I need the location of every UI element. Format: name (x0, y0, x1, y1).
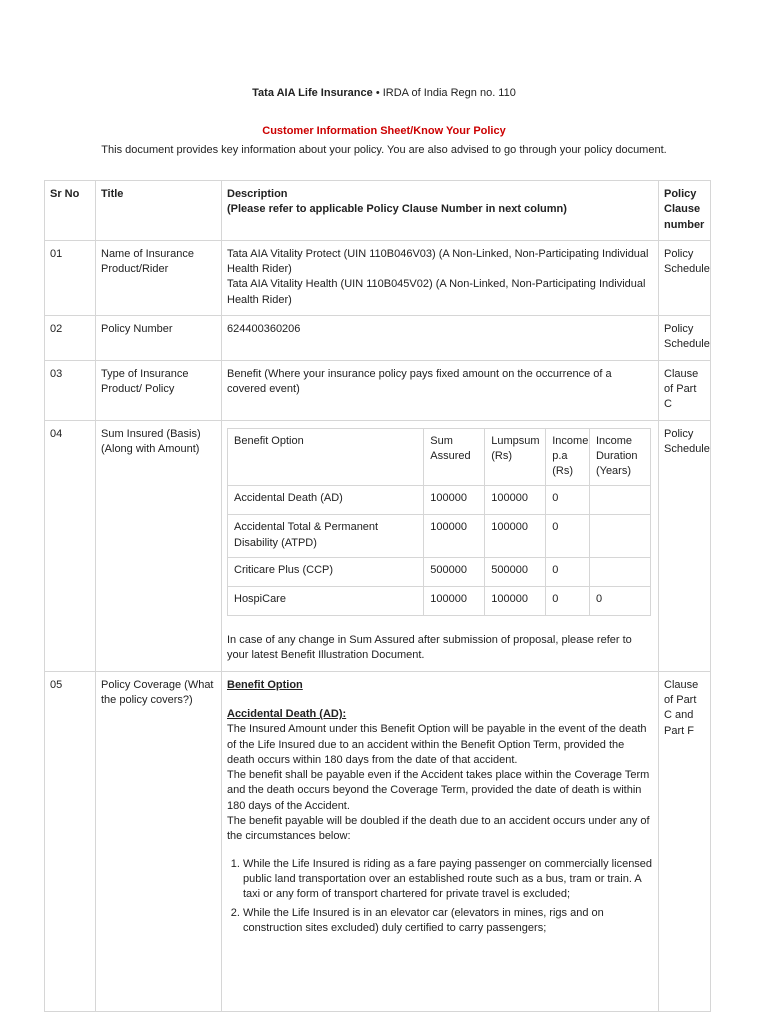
document-title: Customer Information Sheet/Know Your Policy (262, 125, 506, 137)
header-description-line1: Description (227, 188, 288, 200)
benefit-header-cell: Benefit Option (228, 428, 424, 486)
benefit-cell: 100000 (424, 515, 485, 558)
benefit-cell: 500000 (424, 558, 485, 587)
table-row (45, 316, 711, 361)
list-item: 1. While the Life Insured is riding as a fare paying passenger on commercially licensed public land transportation over an established route such as a bus, tram or train. A taxi or any form of transport chartered for private travel is excluded; (243, 857, 653, 903)
row-clause: Policy Schedule (659, 316, 711, 361)
benefit-header-cell: Lumpsum (Rs) (485, 428, 546, 486)
accidental-death-heading: Accidental Death (AD): (227, 707, 347, 720)
benefit-header-cell: Income Duration (Years) (589, 428, 650, 486)
benefit-header-cell: Income p.a (Rs) (546, 428, 590, 486)
row-sr: 02 (45, 316, 96, 361)
header-separator: • (372, 87, 383, 99)
benefit-cell: 100000 (485, 486, 546, 515)
benefit-row (228, 486, 651, 515)
header-sr-no: Sr No (45, 181, 96, 241)
row-description: Benefit (Where your insurance policy pays fixed amount on the occurrence of a covered event) (222, 360, 659, 420)
table-row (45, 360, 711, 420)
benefit-cell: 100000 (485, 587, 546, 616)
row-clause: Clause of Part C and Part F (659, 671, 711, 1011)
list-item: 2. While the Life Insured is in an elevator car (elevators in mines, rigs and on construction sites excluded) duly certified to carry passengers; (243, 906, 653, 937)
header-description (222, 181, 659, 241)
benefit-row (228, 515, 651, 558)
sum-assured-note: In case of any change in Sum Assured after submission of proposal, please refer to your latest Benefit Illustration Document. (227, 634, 632, 662)
coverage-paragraph: The Insured Amount under this Benefit Option will be payable in the event of the death of the Life Insured due to an accident within the Benefit Option Term, provided the death occurs within 180 days from the date of that accident. (227, 723, 647, 766)
row-sr: 05 (45, 671, 96, 1011)
header-clause: Policy Clause number (659, 181, 711, 241)
row-clause: Policy Schedule (659, 420, 711, 671)
benefit-cell: Criticare Plus (CCP) (228, 558, 424, 587)
benefit-cell (589, 486, 650, 515)
row-clause: Clause of Part C (659, 360, 711, 420)
table-header-row (45, 181, 711, 241)
irda-registration: IRDA of India Regn no. 110 (382, 87, 516, 99)
benefit-table (227, 428, 651, 616)
benefit-cell (589, 558, 650, 587)
row-title: Sum Insured (Basis) (Along with Amount) (96, 420, 222, 671)
row-description (222, 240, 659, 315)
benefit-cell: 100000 (424, 486, 485, 515)
benefit-cell: 100000 (424, 587, 485, 616)
document-intro: This document provides key information about your policy. You are also advised to go through your policy document. (101, 144, 667, 156)
table-row (45, 420, 711, 671)
table-row (45, 240, 711, 315)
benefit-cell: 0 (589, 587, 650, 616)
header-description-line2: (Please refer to applicable Policy Clause Number in next column) (227, 203, 567, 216)
row-sr: 04 (45, 420, 96, 671)
benefit-row (228, 558, 651, 587)
policy-number: 624400360206 (222, 316, 659, 361)
benefit-cell (589, 515, 650, 558)
benefit-header-cell: Sum Assured (424, 428, 485, 486)
benefit-cell: HospiCare (228, 587, 424, 616)
row-title: Type of Insurance Product/ Policy (96, 360, 222, 420)
row-title: Policy Coverage (What the policy covers?) (96, 671, 222, 1011)
coverage-paragraph: The benefit shall be payable even if the Accident takes place within the Coverage Term and the death occurs beyond the Coverage Term, provided the date of death is within 180 days of the Accident. (227, 769, 650, 812)
row-sr: 03 (45, 360, 96, 420)
circumstances-list (227, 857, 653, 936)
row-description (222, 420, 659, 671)
benefit-cell: 0 (546, 587, 590, 616)
benefit-cell: 0 (546, 515, 590, 558)
benefit-cell: 500000 (485, 558, 546, 587)
row-description (222, 671, 659, 1011)
row-title: Name of Insurance Product/Rider (96, 240, 222, 315)
benefit-cell: 0 (546, 558, 590, 587)
coverage-paragraph: The benefit payable will be doubled if the death due to an accident occurs under any of the circumstances below: (227, 815, 650, 843)
benefit-cell: Accidental Death (AD) (228, 486, 424, 515)
benefit-cell: 0 (546, 486, 590, 515)
information-table (44, 180, 711, 1012)
document-header (0, 86, 768, 100)
benefit-table-header (228, 428, 651, 486)
benefit-cell: Accidental Total & Permanent Disability (ATPD) (228, 515, 424, 558)
benefit-cell: 100000 (485, 515, 546, 558)
table-row (45, 671, 711, 1011)
company-name: Tata AIA Life Insurance (252, 87, 373, 99)
product-name: Tata AIA Vitality Protect (UIN 110B046V03) (A Non-Linked, Non-Participating Individual Health Rider) (227, 247, 649, 276)
benefit-option-heading: Benefit Option (227, 678, 303, 691)
row-sr: 01 (45, 240, 96, 315)
row-title: Policy Number (96, 316, 222, 361)
benefit-row (228, 587, 651, 616)
header-title: Title (96, 181, 222, 241)
rider-name: Tata AIA Vitality Health (UIN 110B045V02) (A Non-Linked, Non-Participating Individual Health Rider) (227, 278, 646, 306)
row-clause: Policy Schedule (659, 240, 711, 315)
